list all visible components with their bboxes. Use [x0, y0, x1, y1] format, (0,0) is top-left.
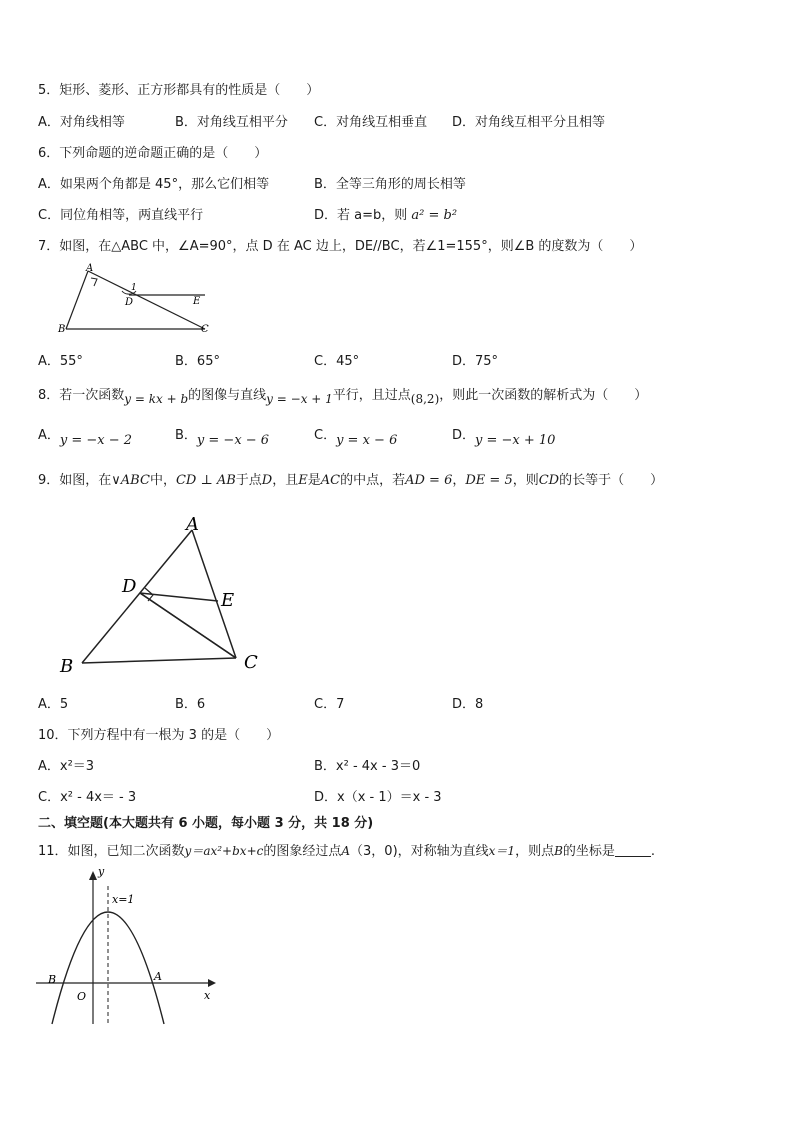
q11-answer-blank[interactable] — [615, 844, 651, 857]
q7-option-b: B．65° — [175, 354, 220, 369]
q11-stem-part: . — [650, 844, 656, 859]
q5-option-b: B．对角线互相平分 — [175, 115, 288, 130]
q11-stem-part: （3，0)，对称轴为直线 — [350, 844, 489, 859]
q8-option-b — [175, 427, 270, 448]
q10-option-c: C．x² - 4x＝ - 3 — [38, 790, 137, 805]
q8-math-point: (8,2) — [410, 392, 440, 406]
q8-stem-part: 的图像与直线 — [188, 388, 267, 403]
q6-option-c: C．同位角相等，两直线平行 — [38, 208, 204, 223]
q8-option-letter: C． — [314, 428, 337, 443]
q7-option-d: D．75° — [452, 354, 499, 369]
q7-option-c: C．45° — [314, 354, 360, 369]
q7-figure — [55, 262, 225, 338]
q7-label-e: E — [193, 296, 201, 307]
q5-option-a: A．对角线相等 — [38, 115, 125, 130]
q9-math: CD — [538, 473, 560, 488]
q6-stem: 6．下列命题的逆命题正确的是（ ） — [38, 146, 268, 161]
q9-math: AC — [320, 473, 341, 488]
q9-label-d: D — [122, 576, 137, 597]
q7-label-angle-1: 1 — [131, 283, 137, 293]
q9-stem-part: 9．如图，在 — [38, 473, 112, 488]
q9-math: ∨ABC — [111, 473, 150, 488]
q8-math-y-kx-b: y = kx + b — [124, 392, 189, 406]
q7-option-a: A．55° — [38, 354, 83, 369]
q8-option-math: y = −x + 10 — [475, 433, 556, 448]
q9-stem-part: 于点 — [235, 473, 262, 488]
q9-math: AD = 6 — [405, 473, 453, 488]
q8-option-c — [314, 427, 398, 448]
q9-option-c: C．7 — [314, 697, 345, 712]
q6-option-d-text: D．若 a=b，则 — [314, 208, 408, 223]
q11-stem-part: 11．如图，已知二次函数 — [38, 844, 185, 859]
q9-stem-part: ，且 — [272, 473, 299, 488]
q9-figure — [40, 508, 268, 683]
q8-option-math: y = −x − 2 — [59, 433, 133, 448]
q6-option-d-math: a² = b² — [411, 208, 458, 223]
q10-option-d: D．x（x - 1）＝x - 3 — [314, 790, 442, 805]
q8-option-letter: D． — [452, 428, 476, 443]
q9-stem-part: ，则 — [512, 473, 539, 488]
q11-label-b: B — [48, 973, 57, 986]
q9-label-b: B — [60, 656, 74, 677]
q5-option-c: C．对角线互相垂直 — [314, 115, 428, 130]
q11-math-point-b: B — [554, 844, 563, 858]
q8-stem — [38, 386, 647, 405]
q11-math-axis: x＝1 — [488, 844, 516, 858]
q9-label-e: E — [221, 590, 235, 611]
q9-label-c: C — [244, 652, 258, 673]
q11-stem-part: 的坐标是 — [562, 844, 615, 859]
q10-option-b: B．x² - 4x - 3＝0 — [314, 759, 421, 774]
q11-label-x: x — [204, 989, 211, 1002]
q11-figure — [36, 866, 222, 1026]
q8-stem-part: 8．若一次函数 — [38, 388, 125, 403]
q9-stem-part: 的中点，若 — [340, 473, 406, 488]
q9-option-d: D．8 — [452, 697, 484, 712]
q8-option-d — [452, 427, 556, 448]
q8-stem-part: ，则此一次函数的解析式为（ ） — [439, 388, 648, 403]
q8-option-math: y = x − 6 — [336, 433, 398, 448]
q8-stem-part: 平行，且过点 — [332, 388, 411, 403]
q9-stem-part: 的长等于（ ） — [559, 473, 664, 488]
q5-option-d: D．对角线互相平分且相等 — [452, 115, 606, 130]
q11-stem — [38, 842, 655, 861]
q7-label-c: C — [201, 324, 209, 335]
q6-option-d — [314, 207, 457, 225]
q11-stem-part: 的图象经过点 — [263, 844, 342, 859]
q8-option-letter: B． — [175, 428, 197, 443]
q11-stem-part: ，则点 — [515, 844, 555, 859]
section-heading-fill-in: 二、填空题(本大题共有 6 小题，每小题 3 分，共 18 分) — [38, 816, 374, 831]
q11-label-a: A — [154, 970, 162, 983]
q10-stem: 10．下列方程中有一根为 3 的是（ ） — [38, 728, 280, 743]
q9-stem-part: 中， — [149, 473, 176, 488]
q6-option-a: A．如果两个角都是 45°，那么它们相等 — [38, 177, 270, 192]
q9-option-a: A．5 — [38, 697, 69, 712]
q11-math-point-a: A — [341, 844, 351, 858]
q7-stem: 7．如图，在△ABC 中，∠A=90°，点 D 在 AC 边上，DE//BC，若∠1=155°，则∠B 的度数为（ ） — [38, 239, 643, 254]
q8-option-a — [38, 427, 133, 448]
q9-stem-part: 是 — [307, 473, 321, 488]
q8-option-letter: A． — [38, 428, 60, 443]
q9-math: E — [298, 473, 308, 488]
q11-math-function: y＝ax²+bx+c — [184, 844, 264, 858]
q10-option-a: A．x²＝3 — [38, 759, 95, 774]
q9-math: D — [261, 473, 273, 488]
q9-option-b: B．6 — [175, 697, 206, 712]
q8-math-line: y = −x + 1 — [266, 392, 333, 406]
q9-label-a: A — [186, 514, 199, 535]
q11-label-y: y — [98, 866, 105, 878]
q9-stem-part: ， — [452, 473, 466, 488]
q5-stem: 5．矩形、菱形、正方形都具有的性质是（ ） — [38, 83, 320, 98]
q9-math: CD ⊥ AB — [175, 473, 236, 488]
q9-stem — [38, 472, 663, 490]
q6-option-b: B．全等三角形的周长相等 — [314, 177, 466, 192]
q9-math: DE = 5 — [465, 473, 513, 488]
q7-label-d: D — [125, 297, 134, 308]
q7-label-a: A — [86, 263, 94, 274]
q8-option-math: y = −x − 6 — [196, 433, 270, 448]
q7-label-b: B — [58, 324, 66, 335]
q11-label-origin: O — [77, 990, 87, 1003]
q11-label-axis: x=1 — [112, 893, 135, 906]
